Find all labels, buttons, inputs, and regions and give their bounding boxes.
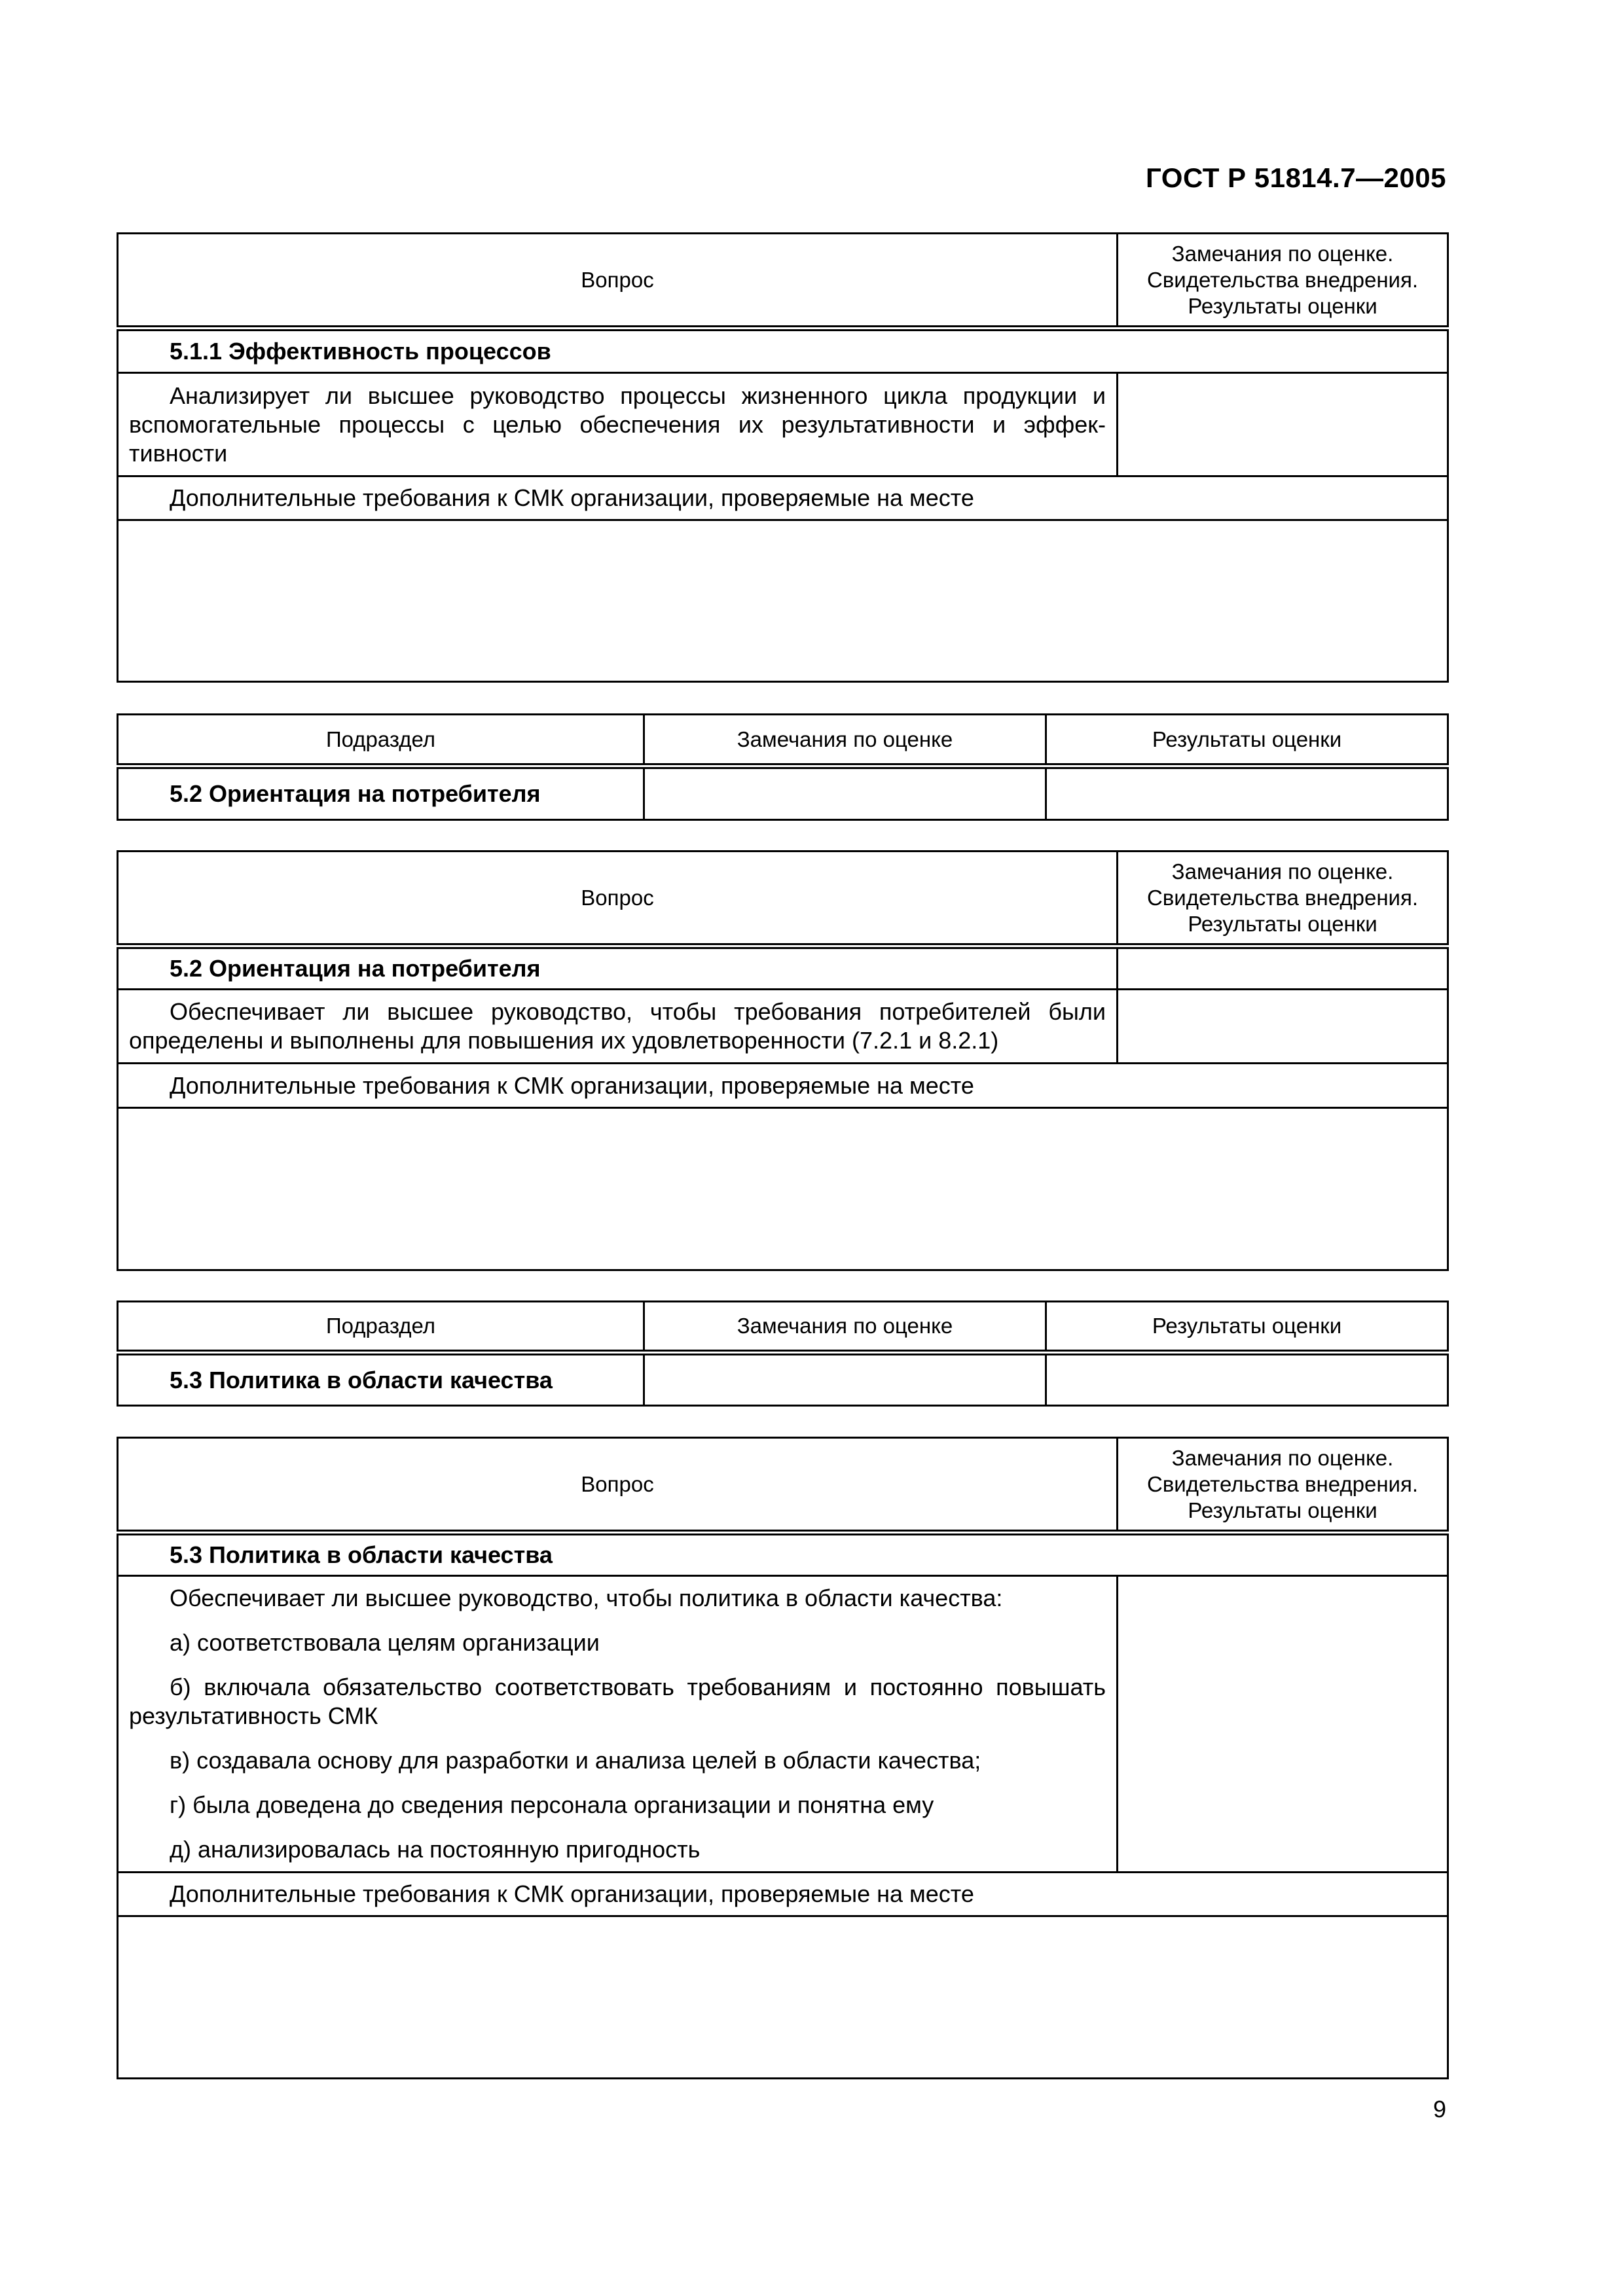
column-header-question: Вопрос <box>118 234 1118 329</box>
subsection-title: 5.2 Ориентация на потребителя <box>118 766 644 820</box>
notes-header-line: Замечания по оценке. <box>1171 859 1394 884</box>
question-paragraph: Обеспечивает ли высшее руководство, чтобы требования потребителей были определены и выполнены для повышения их удовлетворенности (7.2.1 и 8.2.1) <box>129 998 1106 1054</box>
section-title: 5.1.1 Эффективность процессов <box>118 329 1448 373</box>
question-text <box>118 990 1118 1064</box>
list-item: б) включала обязательство соответствовать требованиям и постоянно повышать результативность СМК <box>129 1674 1106 1729</box>
notes-cell[interactable] <box>1118 990 1448 1064</box>
results-cell[interactable] <box>1046 766 1448 820</box>
column-header-results: Результаты оценки <box>1046 715 1448 766</box>
notes-header-line: Свидетельства внедрения. <box>1146 267 1419 292</box>
column-header-notes <box>1118 1438 1448 1533</box>
column-header-notes: Замечания по оценке <box>644 715 1046 766</box>
document-number: ГОСТ Р 51814.7—2005 <box>1146 162 1446 193</box>
additional-requirements-label: Дополнительные требования к СМК организации, проверяемые на месте <box>118 1064 1448 1108</box>
column-header-notes <box>1118 852 1448 946</box>
question-table-5-1-1 <box>117 232 1449 683</box>
additional-requirements-field[interactable] <box>118 520 1448 682</box>
question-table-5-3 <box>117 1437 1449 2079</box>
notes-header-line: Результаты оценки <box>1188 1498 1377 1522</box>
section-title: 5.2 Ориентация на потребителя <box>118 946 1118 990</box>
notes-header-line: Свидетельства внедрения. <box>1146 885 1419 910</box>
notes-header-line: Замечания по оценке. <box>1171 1445 1394 1470</box>
additional-requirements-label: Дополнительные требования к СМК организации, проверяемые на месте <box>118 1873 1448 1916</box>
question-intro: Обеспечивает ли высшее руководство, чтобы политика в области качества: <box>170 1585 1003 1611</box>
list-item: в) создавала основу для разработки и анализа целей в области качества; <box>170 1747 981 1774</box>
column-header-notes <box>1118 234 1448 329</box>
notes-cell[interactable] <box>1118 373 1448 476</box>
notes-cell[interactable] <box>644 1353 1046 1406</box>
column-header-subsection: Подраздел <box>118 715 644 766</box>
additional-requirements-label: Дополнительные требования к СМК организации, проверяемые на месте <box>118 476 1448 520</box>
column-header-results: Результаты оценки <box>1046 1302 1448 1353</box>
question-text <box>118 373 1118 476</box>
notes-header-line: Замечания по оценке. <box>1171 241 1394 266</box>
list-item: д) анализировалась на постоянную пригодность <box>170 1836 701 1863</box>
notes-header-line: Свидетельства внедрения. <box>1146 1471 1419 1496</box>
question-paragraph: Анализирует ли высшее руководство процессы жизненного цикла продукции и вспомогательные процессы с целью обеспечения их результативности и эффек-тивности <box>129 382 1106 467</box>
section-title: 5.3 Политика в области качества <box>118 1533 1448 1576</box>
subsection-table-5-3 <box>117 1300 1449 1407</box>
notes-header-line: Результаты оценки <box>1188 293 1377 318</box>
list-item: г) была доведена до сведения персонала организации и понятна ему <box>170 1791 934 1818</box>
column-header-notes: Замечания по оценке <box>644 1302 1046 1353</box>
column-header-question: Вопрос <box>118 852 1118 946</box>
question-table-5-2 <box>117 850 1449 1271</box>
additional-requirements-field[interactable] <box>118 1916 1448 2079</box>
notes-cell[interactable] <box>1118 1576 1448 1873</box>
notes-cell[interactable] <box>644 766 1046 820</box>
additional-requirements-field[interactable] <box>118 1108 1448 1270</box>
question-text <box>118 1576 1118 1873</box>
column-header-subsection: Подраздел <box>118 1302 644 1353</box>
subsection-table-5-2 <box>117 713 1449 821</box>
page-number: 9 <box>1432 2096 1446 2123</box>
list-item: а) соответствовала целям организации <box>170 1629 600 1656</box>
subsection-title: 5.3 Политика в области качества <box>118 1353 644 1406</box>
column-header-question: Вопрос <box>118 1438 1118 1533</box>
results-cell[interactable] <box>1046 1353 1448 1406</box>
notes-header-line: Результаты оценки <box>1188 911 1377 936</box>
notes-cell[interactable] <box>1118 946 1448 990</box>
